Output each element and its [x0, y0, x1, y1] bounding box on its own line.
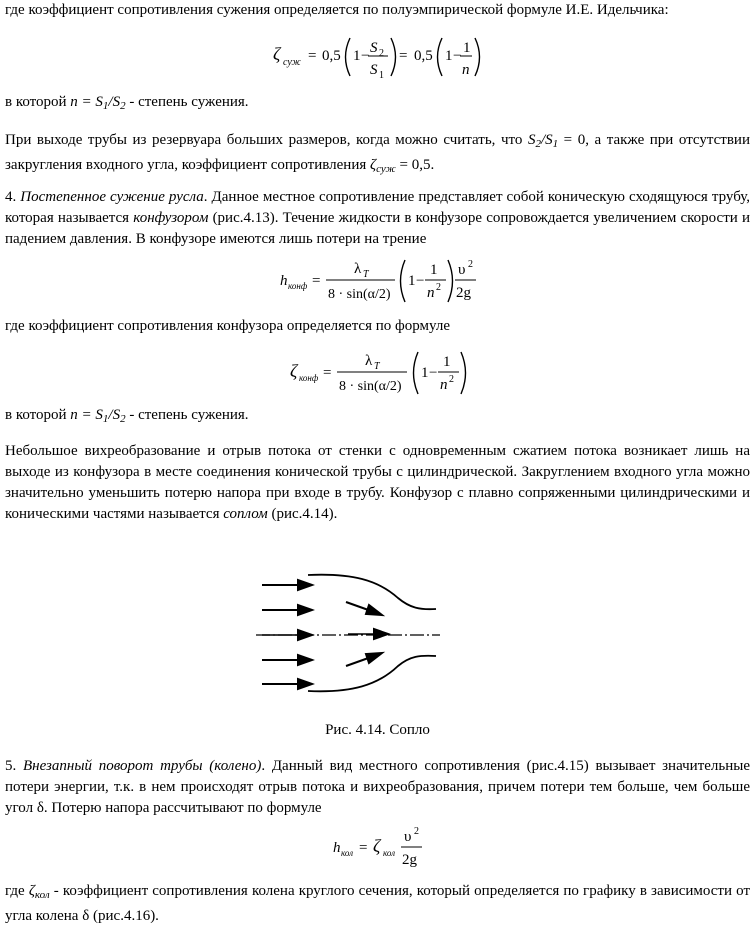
svg-text:S: S — [370, 40, 378, 56]
svg-text:1: 1 — [379, 70, 384, 81]
svg-text:2: 2 — [449, 374, 454, 385]
svg-text:1: 1 — [421, 365, 429, 381]
svg-text:кол: кол — [341, 848, 354, 858]
svg-text:2: 2 — [414, 826, 419, 837]
svg-text:h: h — [333, 840, 341, 856]
svg-text:2g: 2g — [402, 852, 417, 868]
svg-text:Т: Т — [374, 361, 380, 372]
svg-text:1: 1 — [408, 273, 416, 289]
svg-text:конф: конф — [299, 373, 319, 383]
svg-text:=: = — [323, 365, 332, 381]
svg-text:ζ: ζ — [273, 44, 281, 64]
svg-text:8 · sin(α/2): 8 · sin(α/2) — [328, 287, 391, 302]
svg-text:υ: υ — [458, 262, 466, 278]
svg-text:n: n — [427, 285, 435, 301]
formula-contraction-coefficient — [0, 30, 755, 82]
svg-text:0,5: 0,5 — [414, 48, 433, 64]
svg-text:1: 1 — [430, 262, 438, 278]
svg-text:кол: кол — [383, 848, 396, 858]
paragraph-ratio-1: в которой $n = S_1/S_2$ - степень сужения. — [5, 94, 249, 112]
svg-text:1: 1 — [463, 40, 471, 56]
svg-text:ζ: ζ — [373, 836, 381, 856]
svg-text:2: 2 — [379, 48, 384, 59]
svg-text:2: 2 — [436, 282, 441, 293]
paragraph-intro: где коэффициент сопротивления сужения определяется по полуэмпирической формуле И.Е. Идельчика: — [5, 2, 669, 18]
paragraph-elbow-coefficient: где $\zeta_{кол}$ - коэффициент сопротивления колена круглого сечения, который определяется по графику в зависимости от угла колена δ (рис.4.16). — [5, 883, 750, 924]
svg-text:−: − — [453, 48, 462, 64]
svg-text:S: S — [370, 62, 378, 78]
svg-text:Т: Т — [363, 269, 369, 280]
formula-confuser-head-loss — [0, 252, 755, 307]
svg-text:−: − — [361, 48, 370, 64]
svg-text:ζ: ζ — [290, 361, 298, 381]
formula-elbow-head-loss — [0, 822, 755, 872]
svg-text:2g: 2g — [456, 285, 471, 301]
paragraph-confuser-coefficient: где коэффициент сопротивления конфузора определяется по формуле — [5, 318, 450, 334]
nozzle-upper-wall — [308, 575, 436, 610]
paragraph-elbow: 5. Внезапный поворот трубы (колено). Данный вид местного сопротивления (рис.4.15) вызывает значительные потери энергии, т.к. в нем происходят отрыв потока и вихреобразования, причем потери тем больше, чем больше угол δ. Потерю напора рассчитывают по формуле — [5, 758, 750, 816]
svg-text:1: 1 — [353, 48, 361, 64]
paragraph-nozzle: Небольшое вихреобразование и отрыв потока от стенки с одновременным сжатием потока возникает лишь на выходе из конфузора в месте соединения конической трубы с цилиндрической. Закруглением входного угла можно значительно уменьшить потерю напора при входе в трубу. Конфузор с плавно сопряженными цилиндрическими и коническими частями называется соплом (рис.4.14). — [5, 443, 750, 522]
svg-text:конф: конф — [288, 281, 308, 291]
svg-text:n: n — [462, 62, 470, 78]
svg-text:−: − — [416, 273, 425, 289]
paragraph-reservoir-exit: При выходе трубы из резервуара больших размеров, когда можно считать, что $S_2/S_1 = 0$, а также при отсутствии закругления входного угла, коэффициент сопротивления $\zeta_{суж} = 0,5$. — [5, 132, 750, 175]
svg-text:2: 2 — [468, 259, 473, 270]
svg-text:λ: λ — [354, 261, 362, 277]
svg-text:=: = — [399, 48, 408, 64]
paragraph-ratio-2: в которой $n = S_1/S_2$ - степень сужения. — [5, 407, 249, 425]
formula-confuser-coefficient — [0, 345, 755, 397]
figure-caption: Рис. 4.14. Сопло — [325, 722, 430, 738]
svg-text:−: − — [429, 365, 438, 381]
nozzle-figure — [240, 560, 460, 710]
paragraph-gradual-contraction: 4. Постепенное сужение русла. Данное местное сопротивление представляет собой коническую сходящуюся трубу, которая называется конфузором (рис.4.13). Течение жидкости в конфузоре сопровождается увеличением скорости и падением давления. В конфузоре имеются лишь потери на трение — [5, 189, 751, 247]
svg-text:λ: λ — [365, 353, 373, 369]
svg-text:=: = — [359, 840, 368, 856]
svg-text:8 · sin(α/2): 8 · sin(α/2) — [339, 379, 402, 394]
svg-text:1: 1 — [445, 48, 453, 64]
svg-text:суж: суж — [283, 57, 301, 68]
svg-text:1: 1 — [443, 354, 451, 370]
svg-text:=: = — [312, 273, 321, 289]
svg-text:=: = — [308, 48, 317, 64]
svg-text:n: n — [440, 377, 448, 393]
svg-text:υ: υ — [404, 829, 412, 845]
svg-text:0,5: 0,5 — [322, 48, 341, 64]
svg-text:h: h — [280, 273, 288, 289]
